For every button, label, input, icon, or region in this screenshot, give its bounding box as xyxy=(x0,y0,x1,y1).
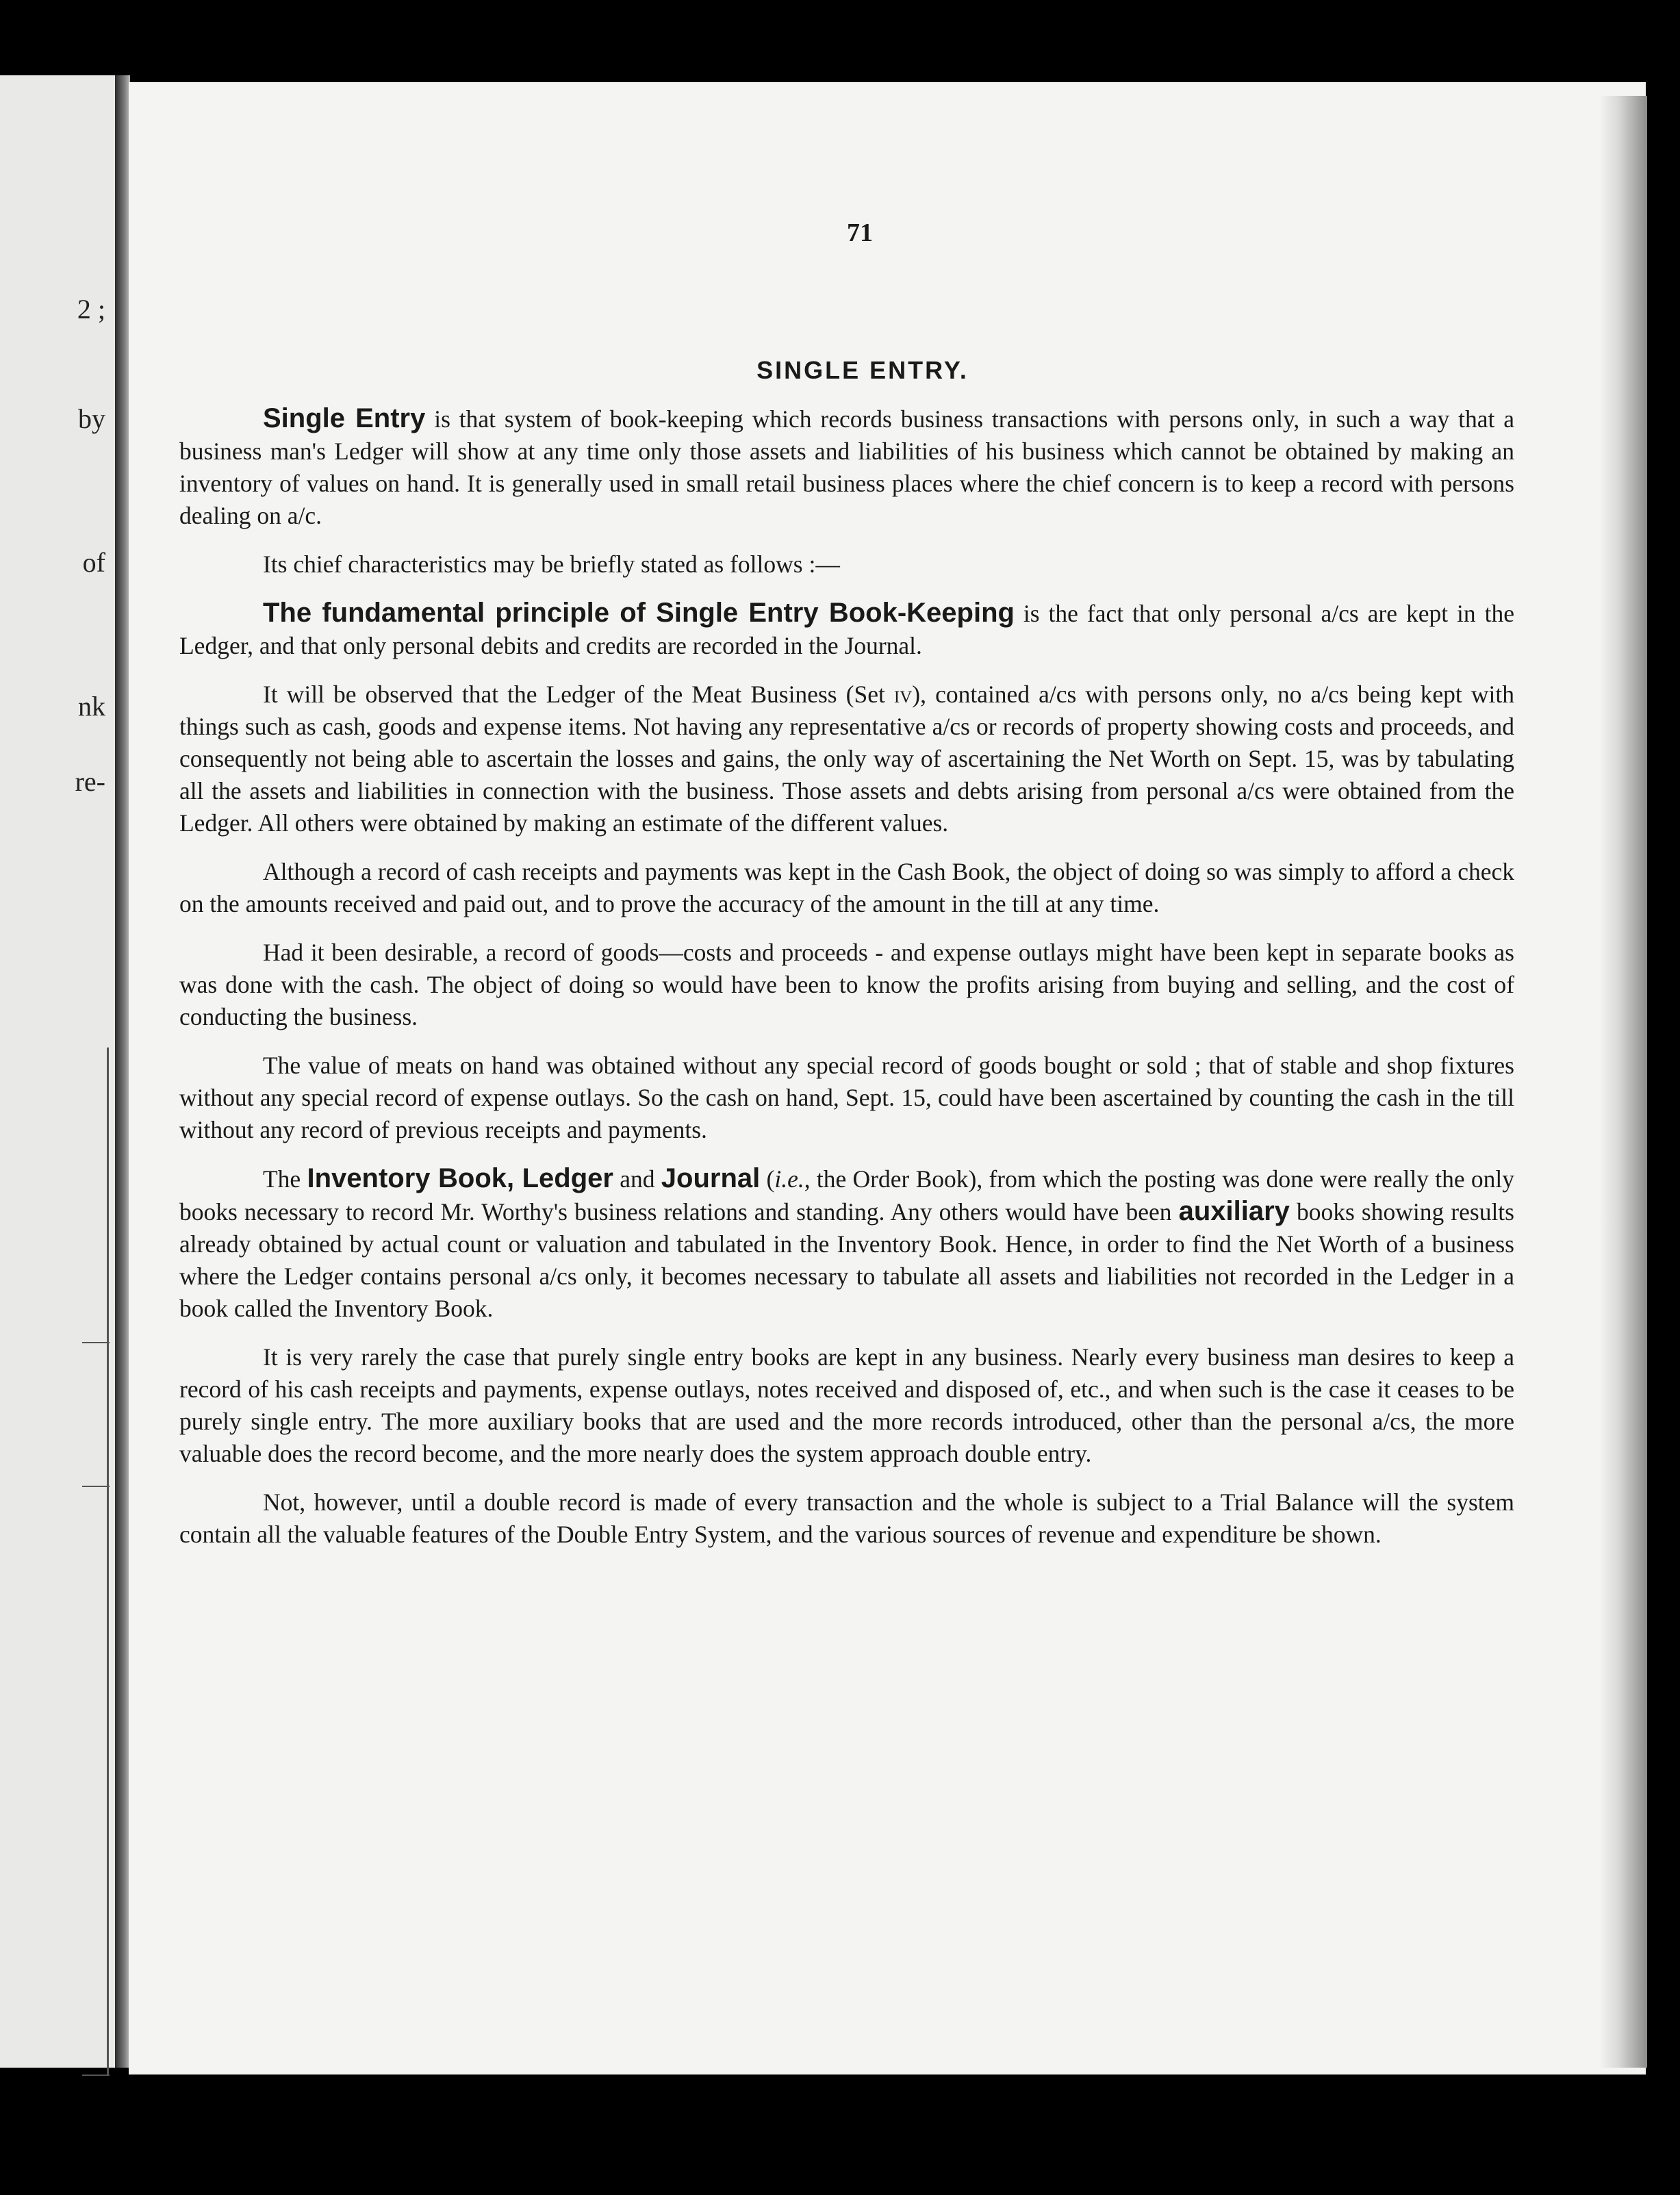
body-text xyxy=(179,403,1514,1567)
left-page-fragment: nk xyxy=(78,691,105,722)
bold-term: Journal xyxy=(661,1163,761,1193)
left-page-fragment: re- xyxy=(75,766,105,797)
left-page-fragment: of xyxy=(82,547,105,578)
paragraph: It will be observed that the Ledger of the Meat Business (Set iv), contained a/cs with persons only, no a/cs being kept with things such as cash, goods and expense items. Not having any representative a/cs or records of property showing costs and proceeds, and consequently not being able to ascertain the losses and gains, the only way of ascertaining the Net Worth on Sept. 15, was by tabulating all the assets and liabilities in connection with the business. Those assets and debts arising from personal a/cs were obtained from the Ledger. All others were obtained by making an estimate of the different values. xyxy=(179,681,1514,837)
paragraph: Single Entry is that system of book-keeping which records business transactions with persons only, in such a way that a business man's Ledger will show at any time only those assets and liabilities of his business which cannot be obtained by making an inventory of values on hand. It is generally used in small retail business places where the chief concern is to keep a record with persons dealing on a/c. xyxy=(179,403,1514,529)
paragraph: Had it been desirable, a record of goods—costs and proceeds - and expense outlays might have been kept in separate books as was done with the cash. The object of doing so would have been to know the profits arising from buying and selling, and the cost of conducting the business. xyxy=(179,939,1514,1030)
book-gutter xyxy=(115,75,130,2068)
bold-term: Inventory Book, Ledger xyxy=(307,1163,613,1193)
lead-term: The fundamental principle of Single Entry Book-Keeping xyxy=(263,598,1015,628)
paragraph: The value of meats on hand was obtained without any special record of goods bought or sold ; that of stable and shop fixtures without any special record of expense outlays. So the cash on hand, Sept. 15, could have been ascertained by counting the cash in the till without any record of previous receipts and payments. xyxy=(179,1052,1514,1143)
paragraph: Its chief characteristics may be briefly stated as follows :— xyxy=(263,550,840,578)
page-right-edge xyxy=(1599,96,1647,2068)
page-number: 71 xyxy=(847,218,873,247)
paragraph: It is very rarely the case that purely single entry books are kept in any business. Nearly every business man desires to keep a record of his cash receipts and payments, expense outlays, notes received and disposed of, etc., and when such is the case it ceases to be purely single entry. The more auxiliary books that are used and the more records introduced, other than the personal a/cs, the more valuable does the record become, and the more nearly does the system approach double entry. xyxy=(179,1343,1514,1467)
left-page-rule xyxy=(82,2075,110,2076)
left-page-fragment: 2 ; xyxy=(77,294,105,325)
left-page-rule xyxy=(82,1342,110,1343)
left-page-edge xyxy=(0,75,115,2068)
left-page-fragment: by xyxy=(78,403,105,434)
paragraph: The Inventory Book, Ledger and Journal (i.e., the Order Book), from which the posting was done were really the only books necessary to record Mr. Worthy's business relations and standing. Any others would have been auxiliary books showing results already obtained by actual count or valuation and tabulated in the Inventory Book. Hence, in order to find the Net Worth of a business where the Ledger contains personal a/cs only, it becomes necessary to tabulate all assets and liabilities not recorded in the Ledger in a book called the Inventory Book. xyxy=(179,1163,1515,1322)
left-page-rule xyxy=(107,1048,109,2075)
set-number: iv xyxy=(893,681,913,708)
lead-term: Single Entry xyxy=(263,403,426,433)
italic-term: i.e. xyxy=(774,1165,804,1193)
paragraph: Although a record of cash receipts and payments was kept in the Cash Book, the object of doing so was simply to afford a check on the amounts received and paid out, and to prove the accuracy of the amount in the till at any time. xyxy=(179,858,1514,917)
bold-term: auxiliary xyxy=(1178,1196,1290,1226)
paragraph: The fundamental principle of Single Entry Book-Keeping is the fact that only personal a/cs are kept in the Ledger, and that only personal debits and credits are recorded in the Journal. xyxy=(179,598,1514,659)
page-title: SINGLE ENTRY. xyxy=(756,356,969,384)
left-page-rule xyxy=(82,1486,110,1487)
paragraph: Not, however, until a double record is made of every transaction and the whole is subject to a Trial Balance will the system contain all the valuable features of the Double Entry System, and the various sources of revenue and expenditure be shown. xyxy=(179,1488,1514,1548)
